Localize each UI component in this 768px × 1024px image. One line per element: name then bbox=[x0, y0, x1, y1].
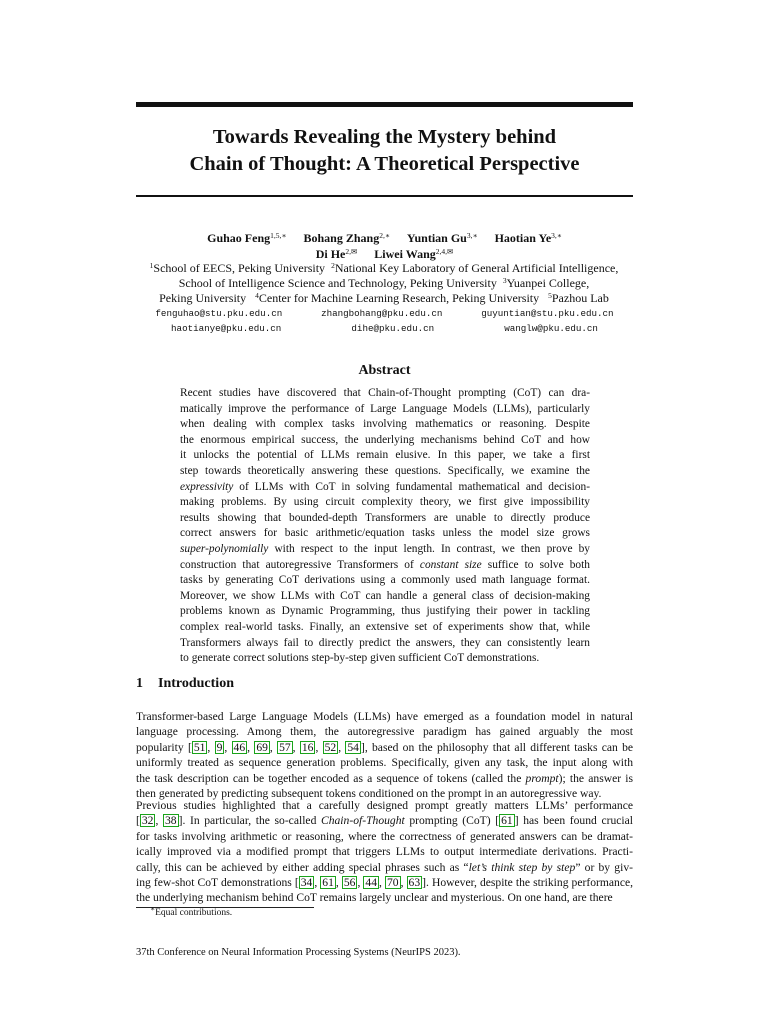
conference-note: 37th Conference on Neural Information Processing Systems (NeurIPS 2023). bbox=[136, 947, 461, 958]
emphasis-text: constant size bbox=[419, 558, 482, 571]
text-line: expressivity of LLMs with CoT in solving fundamental mathematical and decision- bbox=[180, 480, 590, 493]
text-line: the enormous empirical success, the underlying mechanisms behind CoT and how bbox=[180, 433, 590, 446]
text-line: when dealing with complex tasks involving mathematics or reasoning. Despite bbox=[180, 418, 590, 431]
text-line: construction that autoregressive Transformers of constant size suffice to solve both bbox=[180, 558, 590, 571]
aff-mark: 2 bbox=[331, 261, 335, 270]
text-line: popularity [ 51 , 9 , 46 , 69 , 57 , 16 , 52 , 54 ], based on the philosophy that all different tasks can be bbox=[136, 740, 634, 754]
text-line: matically improve the performance of Large Language Models (LLMs), particularly bbox=[180, 402, 590, 415]
aff-text: Peking University bbox=[159, 291, 247, 305]
text-line: cally, this can be achieved by either adding special phrases such as “let’s think step by step” or by giv- bbox=[136, 860, 633, 874]
aff-mark: 3 bbox=[502, 276, 507, 285]
section-number: 1 bbox=[136, 676, 143, 691]
text-line: problems known as Dynamic Programming, thus justifying their power in tackling bbox=[180, 605, 590, 618]
author-name: Yuntian Gu bbox=[406, 231, 467, 245]
text-line: to generate correct solutions step-by-step given sufficient CoT demonstrations. bbox=[180, 652, 540, 665]
citation-link[interactable]: 70 bbox=[386, 876, 399, 890]
aff-text: Yuanpei College, bbox=[506, 276, 590, 290]
author-name: Haotian Ye bbox=[494, 231, 552, 245]
text-line: ically improved via a modified prompt that triggers LLMs to output intermediate derivations. Practi- bbox=[136, 845, 633, 859]
author-sup: 3,∗ bbox=[466, 231, 478, 240]
citation-link[interactable]: 34 bbox=[300, 876, 313, 890]
text-line: [ 32 , 38 ]. In particular, the so-called Chain-of-Thought prompting (CoT) [ 61 ] has been found crucial bbox=[136, 814, 633, 828]
emphasis-text: expressivity bbox=[180, 480, 234, 493]
emphasis-text: super-polynomially bbox=[180, 542, 269, 555]
title-top-rule bbox=[136, 102, 633, 107]
aff-mark: 5 bbox=[548, 291, 552, 300]
text-line: language processing. Among them, the autoregressive paradigm has gained arguably the most bbox=[136, 725, 633, 739]
author-name: Di He bbox=[315, 247, 346, 261]
text-line: making problems. By using circuit complexity theory, we first give impossibility bbox=[180, 496, 590, 509]
text-line: Transformers always fail to directly predict the answers, they can consistently learn bbox=[180, 636, 590, 649]
author-sup: 1,5,∗ bbox=[270, 231, 287, 240]
text-line: results showing that bounded-depth Transformers are unable to directly produce bbox=[180, 511, 590, 524]
text-line: super-polynomially with respect to the input length. In contrast, we then prove by bbox=[180, 542, 590, 555]
citation-link[interactable]: 51 bbox=[193, 740, 206, 754]
title-line: Towards Revealing the Mystery behind bbox=[212, 126, 557, 148]
text-line: Moreover, we show LLMs with CoT can handle a general class of decision-making bbox=[180, 589, 590, 602]
citation-link[interactable]: 52 bbox=[324, 740, 337, 754]
text-line: Recent studies have discovered that Chain-of-Thought prompting (CoT) can dra- bbox=[180, 387, 590, 399]
email-address: haotianye@pku.edu.cn bbox=[171, 323, 282, 334]
text-line: step towards theoretically answering these questions. Specifically, we examine the bbox=[180, 464, 590, 477]
text-line: tasks by generating CoT derivations using a commonly used math language format. bbox=[180, 574, 590, 587]
emphasis-text: prompt bbox=[525, 771, 559, 785]
author-sup: 2,✉ bbox=[345, 247, 358, 256]
aff-mark: 1 bbox=[149, 261, 154, 270]
aff-text: Pazhou Lab bbox=[551, 291, 609, 305]
title-bottom-rule bbox=[136, 195, 633, 197]
aff-text: School of Intelligence Science and Technology, Peking University bbox=[178, 276, 497, 290]
email-list bbox=[136, 306, 633, 336]
citation-link[interactable]: 9 bbox=[216, 740, 223, 754]
citation-link[interactable]: 69 bbox=[256, 740, 268, 754]
section-title: Introduction bbox=[158, 676, 234, 691]
email-address: zhangbohang@pku.edu.cn bbox=[321, 308, 443, 319]
author-list bbox=[136, 230, 633, 262]
text-line: correct answers for basic arithmetic/equation tasks unless the model size grows bbox=[180, 527, 590, 540]
text-line: Transformer-based Large Language Models (LLMs) have emerged as a foundation model in natural bbox=[136, 710, 633, 723]
intro-paragraph-1 bbox=[136, 709, 633, 801]
author-name: Guhao Feng bbox=[207, 231, 271, 245]
paper-title bbox=[136, 124, 633, 178]
title-line: Chain of Thought: A Theoretical Perspective bbox=[189, 153, 580, 175]
text-line: the task description can be together encoded as a sequence of tokens (called the prompt); the answer is bbox=[136, 771, 633, 785]
affiliations bbox=[120, 261, 648, 306]
text-line: ing few-shot CoT demonstrations [ 34 , 61 , 56 , 44 , 70 , 63 ]. However, despite the striking performance, bbox=[136, 876, 634, 890]
citation-link[interactable]: 63 bbox=[408, 876, 421, 890]
aff-text: National Key Laboratory of General Artificial Intelligence, bbox=[334, 261, 619, 275]
author-name: Bohang Zhang bbox=[303, 231, 380, 245]
abstract-body bbox=[180, 386, 590, 667]
citation-link[interactable]: 46 bbox=[233, 740, 246, 754]
abstract-heading: Abstract bbox=[358, 363, 411, 378]
citation-link[interactable]: 16 bbox=[301, 740, 314, 754]
text-line: it unlocks the potential of LLMs remain elusive. In this paper, we take a first bbox=[180, 449, 590, 462]
author-sup: 3,∗ bbox=[551, 231, 562, 240]
email-address: dihe@pku.edu.cn bbox=[351, 323, 435, 334]
author-sup: 2,4,✉ bbox=[435, 247, 454, 256]
email-address: guyuntian@stu.pku.edu.cn bbox=[481, 308, 614, 319]
text-line: Previous studies highlighted that a carefully designed prompt greatly matters LLMs’ performance bbox=[136, 799, 633, 812]
citation-link[interactable]: 57 bbox=[279, 740, 291, 754]
citation-link[interactable]: 32 bbox=[141, 814, 154, 828]
citation-link[interactable]: 54 bbox=[347, 740, 359, 754]
citation-link[interactable]: 56 bbox=[343, 876, 356, 890]
footnote-text: Equal contributions. bbox=[155, 908, 233, 918]
author-name: Liwei Wang bbox=[374, 247, 436, 261]
aff-text: Center for Machine Learning Research, Peking University bbox=[258, 291, 540, 305]
text-line: for tasks involving arithmetic or reasoning, where the correctness of generated answers can be dramat- bbox=[136, 829, 633, 843]
aff-mark: 4 bbox=[255, 291, 259, 300]
text-line: complex real-world tasks. Finally, an extensive set of experiments show that, while bbox=[180, 620, 590, 633]
email-address: fenguhao@stu.pku.edu.cn bbox=[155, 308, 283, 319]
text-line: the underlying mechanism behind CoT remains largely unclear and mysterious. On one hand, are there bbox=[136, 891, 613, 905]
footnote-mark: ∗ bbox=[150, 904, 156, 913]
emphasis-text: Chain-of-Thought bbox=[320, 814, 405, 828]
text-line: uniformly treated as sequence generation problems. Specifically, given any task, the input along with bbox=[136, 756, 633, 770]
emphasis-text: let’s think step by step bbox=[468, 860, 576, 874]
affiliation-line bbox=[120, 261, 648, 276]
citation-link[interactable]: 61 bbox=[501, 814, 513, 828]
text-line: then generated by predicting subsequent tokens conditioned on the prompt in an autoregressive way. bbox=[136, 787, 602, 801]
section-heading bbox=[136, 676, 234, 692]
citation-link[interactable]: 44 bbox=[365, 876, 378, 890]
intro-paragraph-2 bbox=[136, 798, 633, 906]
citation-link[interactable]: 61 bbox=[322, 876, 334, 890]
author-sup: 2,∗ bbox=[379, 231, 390, 240]
aff-text: School of EECS, Peking University bbox=[153, 261, 326, 275]
affiliation-line bbox=[120, 276, 648, 291]
email-address: wanglw@pku.edu.cn bbox=[504, 323, 598, 334]
citation-link[interactable]: 38 bbox=[165, 814, 177, 828]
affiliation-line bbox=[120, 291, 648, 306]
footnote bbox=[150, 904, 233, 918]
